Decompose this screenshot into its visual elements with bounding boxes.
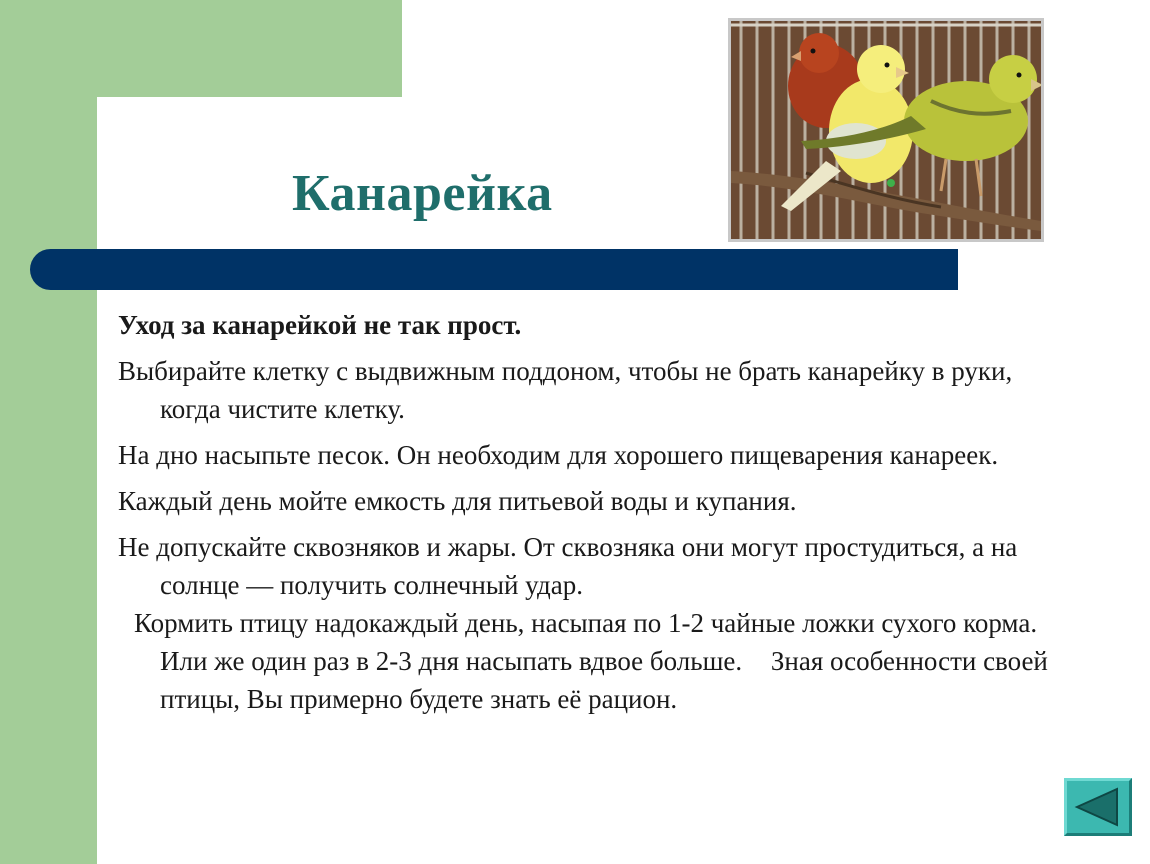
title-underline-bar bbox=[30, 249, 958, 290]
background-accent-top bbox=[0, 0, 402, 97]
slide-title: Канарейка bbox=[292, 165, 553, 222]
triangle-left-icon bbox=[1067, 781, 1129, 833]
canaries-illustration bbox=[731, 21, 1041, 239]
canaries-photo bbox=[728, 18, 1044, 242]
back-nav-button[interactable] bbox=[1064, 778, 1132, 836]
ration-text: Зная особенности своей птицы, Вы примерно будете знать её рацион. bbox=[160, 646, 1048, 714]
body-paragraph-sand: На дно насыпьте песок. Он необходим для хорошего пищеварения канареек. bbox=[118, 440, 999, 470]
body-paragraph-feeding bbox=[118, 604, 1068, 718]
body-heading: Уход за канарейкой не так прост. bbox=[118, 310, 522, 340]
feeding-text: Кормить птицу надокаждый день, насыпая по 1-2 чайные ложки сухого корма. Или же один раз в 2-3 дня насыпать вдвое больше. bbox=[134, 608, 1038, 676]
body-paragraph-drafts: Не допускайте сквозняков и жары. От сквозняка они могут простудиться, а на солнце — получить солнечный удар. bbox=[118, 532, 1018, 600]
slide-body bbox=[118, 306, 1068, 718]
background-accent-left bbox=[0, 0, 97, 864]
body-paragraph-cage: Выбирайте клетку с выдвижным поддоном, чтобы не брать канарейку в руки, когда чистите клетку. bbox=[118, 356, 1013, 424]
body-paragraph-water: Каждый день мойте емкость для питьевой воды и купания. bbox=[118, 486, 797, 516]
